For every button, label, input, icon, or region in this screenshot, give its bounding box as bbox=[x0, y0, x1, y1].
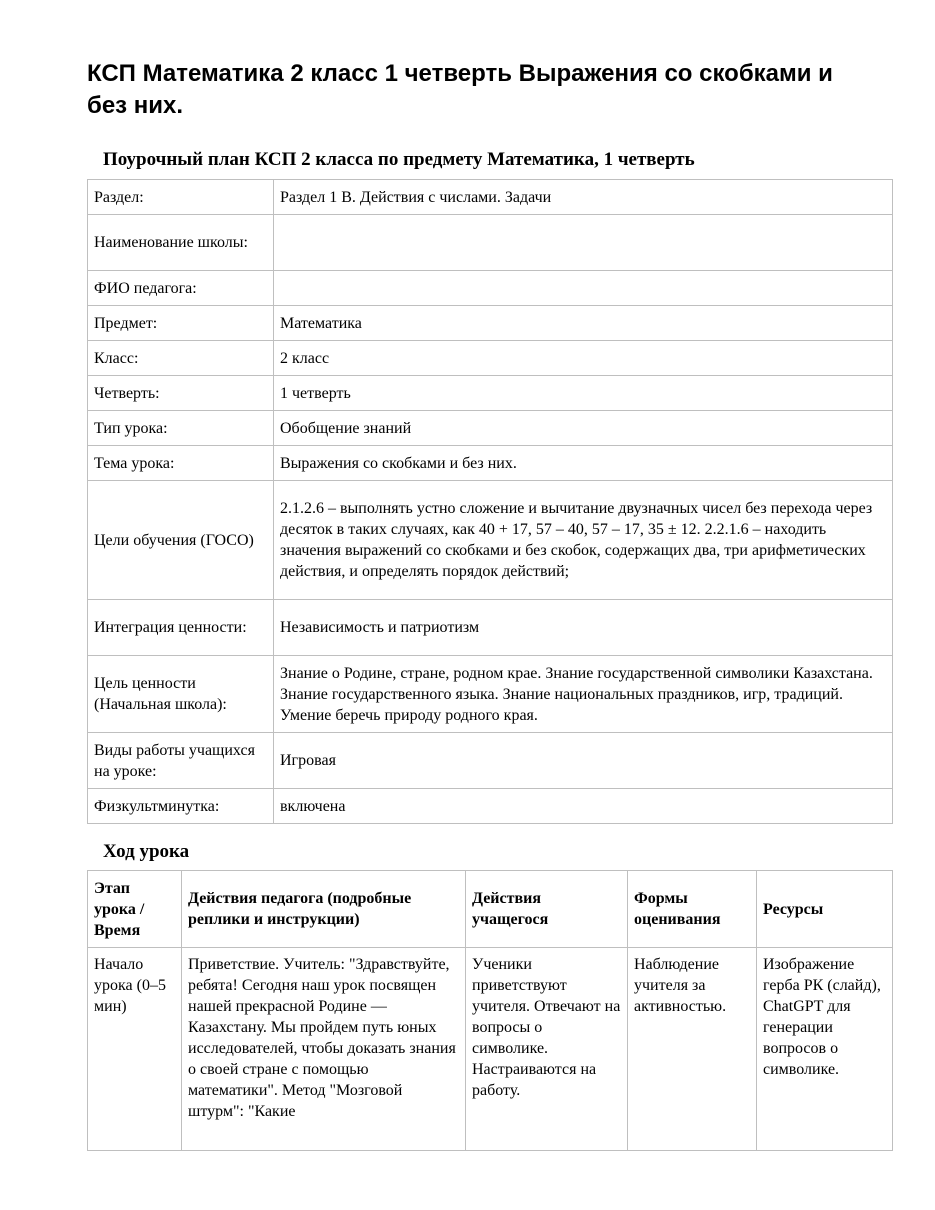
info-row-work-types bbox=[88, 733, 893, 789]
info-label: Раздел: bbox=[88, 180, 274, 215]
header-student-actions: Действия учащегося bbox=[466, 871, 628, 948]
info-row-values-integration bbox=[88, 600, 893, 656]
table-row bbox=[88, 948, 893, 1151]
info-label: Четверть: bbox=[88, 376, 274, 411]
info-row-lesson-topic bbox=[88, 446, 893, 481]
info-value: Независимость и патриотизм bbox=[274, 600, 893, 656]
header-stage: Этап урока / Время bbox=[88, 871, 182, 948]
plan-heading: Поурочный план КСП 2 класса по предмету Математика, 1 четверть bbox=[103, 149, 695, 170]
info-label: ФИО педагога: bbox=[88, 271, 274, 306]
info-value: 2.1.2.6 – выполнять устно сложение и вычитание двузначных чисел без перехода через десяток в таких случаях, как 40 + 17, 57 – 40, 57 – 17, 35 ± 12. 2.2.1.6 – находить значения выражений со скобками и без скобок, содержащих два, три арифметических действия, и определять порядок действий; bbox=[274, 481, 893, 600]
info-value bbox=[274, 271, 893, 306]
cell-student-actions: Ученики приветствуют учителя. Отвечают на вопросы о символике. Настраиваются на работу. bbox=[466, 948, 628, 1151]
info-value: включена bbox=[274, 789, 893, 824]
cell-resources: Изображение герба РК (слайд), ChatGPT для генерации вопросов о символике. bbox=[757, 948, 893, 1151]
header-assessment: Формы оценивания bbox=[628, 871, 757, 948]
cell-assessment: Наблюдение учителя за активностью. bbox=[628, 948, 757, 1151]
info-value: 1 четверть bbox=[274, 376, 893, 411]
info-row-lesson-type bbox=[88, 411, 893, 446]
info-label: Цели обучения (ГОСО) bbox=[88, 481, 274, 600]
info-value: Знание о Родине, стране, родном крае. Знание государственной символики Казахстана. Знание государственного языка. Знание национальных праздников, игр, традиций. Умение беречь природу родного края. bbox=[274, 656, 893, 733]
lesson-table-header bbox=[88, 871, 893, 948]
info-label: Виды работы учащихся на уроке: bbox=[88, 733, 274, 789]
cell-teacher-actions: Приветствие. Учитель: "Здравствуйте, ребята! Сегодня наш урок посвящен нашей прекрасной Родине — Казахстану. Мы пройдем путь юных исследователей, чтобы доказать знания о своей стране с помощью математики". Метод "Мозговой штурм": "Какие bbox=[182, 948, 466, 1151]
info-value bbox=[274, 215, 893, 271]
info-value: 2 класс bbox=[274, 341, 893, 376]
info-row-learning-goals bbox=[88, 481, 893, 600]
info-row-grade bbox=[88, 341, 893, 376]
info-label: Наименование школы: bbox=[88, 215, 274, 271]
info-label: Физкультминутка: bbox=[88, 789, 274, 824]
info-label: Тема урока: bbox=[88, 446, 274, 481]
info-label: Интеграция ценности: bbox=[88, 600, 274, 656]
info-label: Предмет: bbox=[88, 306, 274, 341]
cell-stage: Начало урока (0–5 мин) bbox=[88, 948, 182, 1151]
info-row-section bbox=[88, 180, 893, 215]
lesson-progress-table bbox=[87, 870, 893, 1151]
info-row-values-goal bbox=[88, 656, 893, 733]
header-resources: Ресурсы bbox=[757, 871, 893, 948]
info-label: Цель ценности (Начальная школа): bbox=[88, 656, 274, 733]
info-label: Тип урока: bbox=[88, 411, 274, 446]
info-label: Класс: bbox=[88, 341, 274, 376]
header-teacher-actions: Действия педагога (подробные реплики и инструкции) bbox=[182, 871, 466, 948]
info-row-quarter bbox=[88, 376, 893, 411]
info-value: Математика bbox=[274, 306, 893, 341]
info-row-physical-break bbox=[88, 789, 893, 824]
lesson-progress-heading: Ход урока bbox=[103, 841, 190, 862]
lesson-info-table bbox=[87, 179, 893, 824]
info-value: Раздел 1 В. Действия с числами. Задачи bbox=[274, 180, 893, 215]
info-value: Выражения со скобками и без них. bbox=[274, 446, 893, 481]
info-row-subject bbox=[88, 306, 893, 341]
info-value: Игровая bbox=[274, 733, 893, 789]
info-value: Обобщение знаний bbox=[274, 411, 893, 446]
info-row-teacher bbox=[88, 271, 893, 306]
page-title: КСП Математика 2 класс 1 четверть Выражения со скобками и без них. bbox=[87, 60, 833, 119]
info-row-school bbox=[88, 215, 893, 271]
